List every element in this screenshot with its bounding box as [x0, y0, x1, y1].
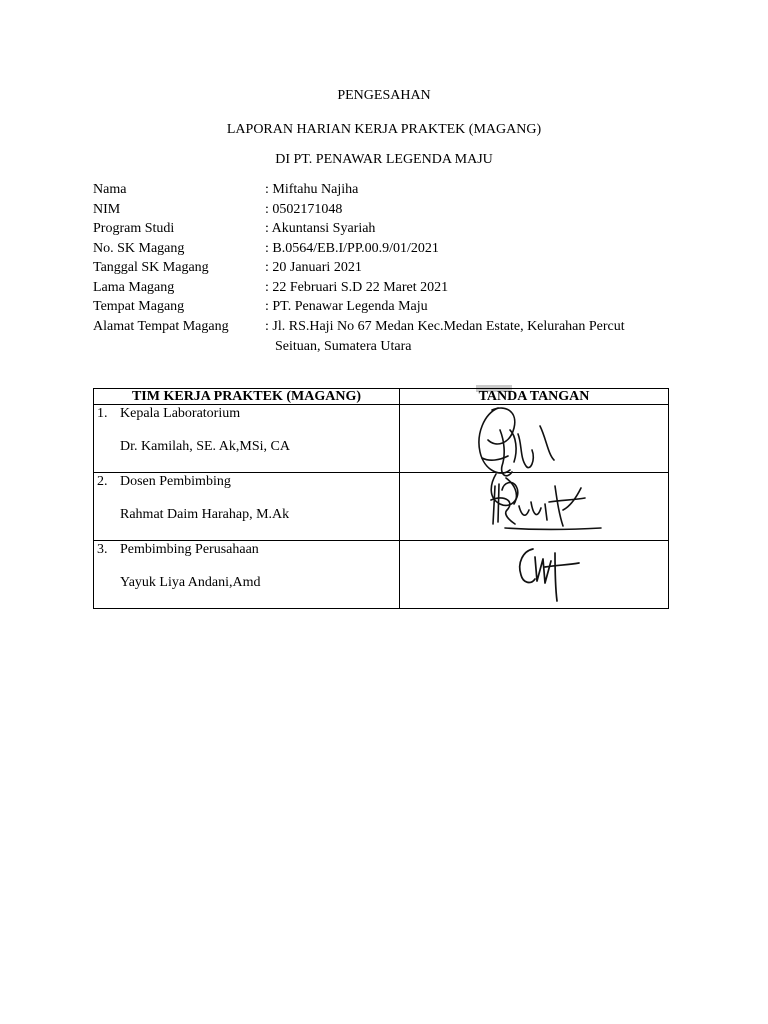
info-label: No. SK Magang [93, 240, 185, 256]
person-name: Yayuk Liya Andani,Amd [120, 575, 261, 590]
info-value [265, 317, 685, 357]
info-value: : Akuntansi Syariah [265, 221, 376, 236]
row-number: 3. [97, 542, 108, 557]
info-value: : Miftahu Najiha [265, 182, 359, 197]
column-header-signature: TANDA TANGAN [400, 389, 669, 405]
student-info [93, 180, 713, 357]
address-line-2: Seituan, Sumatera Utara [275, 338, 412, 354]
info-row-sk-date [93, 258, 713, 278]
row-number: 1. [97, 406, 108, 421]
table-row [94, 405, 669, 473]
info-label: Program Studi [93, 221, 175, 236]
person-name: Rahmat Daim Harahap, M.Ak [120, 507, 290, 522]
info-value: : 20 Januari 2021 [265, 260, 362, 275]
info-label: Alamat Tempat Magang [93, 318, 229, 334]
info-row-name [93, 180, 713, 200]
info-row-address [93, 317, 713, 357]
column-header-team: TIM KERJA PRAKTEK (MAGANG) [94, 389, 400, 405]
info-value: : 0502171048 [265, 201, 343, 217]
team-cell [94, 473, 400, 541]
info-label: Tempat Magang [93, 299, 185, 314]
info-row-place [93, 297, 713, 317]
signature-3-image [515, 543, 585, 605]
info-label: Nama [93, 182, 127, 197]
info-row-sk-number [93, 239, 713, 259]
info-value: : 22 Februari S.D 22 Maret 2021 [265, 279, 449, 295]
document-title: PENGESAHAN [337, 88, 431, 103]
info-value: : B.0564/EB.I/PP.00.9/01/2021 [265, 240, 439, 256]
signature-2-image [485, 480, 605, 532]
team-cell [94, 541, 400, 609]
info-row-nim [93, 200, 713, 220]
info-value: : PT. Penawar Legenda Maju [265, 299, 428, 314]
company-title: DI PT. PENAWAR LEGENDA MAJU [275, 152, 493, 167]
info-row-program [93, 219, 713, 239]
role-label: Pembimbing Perusahaan [120, 542, 259, 557]
role-label: Dosen Pembimbing [120, 474, 231, 489]
info-label: NIM [93, 201, 121, 217]
table-header-row [94, 389, 669, 405]
info-row-duration [93, 278, 713, 298]
team-cell [94, 405, 400, 473]
info-label: Lama Magang [93, 279, 175, 295]
person-name: Dr. Kamilah, SE. Ak,MSi, CA [120, 439, 290, 454]
report-title: LAPORAN HARIAN KERJA PRAKTEK (MAGANG) [226, 122, 542, 137]
address-line-1: : Jl. RS.Haji No 67 Medan Kec.Medan Estate, Kelurahan Percut [265, 318, 625, 334]
role-label: Kepala Laboratorium [120, 406, 241, 421]
row-number: 2. [97, 474, 108, 489]
info-label: Tanggal SK Magang [93, 260, 209, 275]
